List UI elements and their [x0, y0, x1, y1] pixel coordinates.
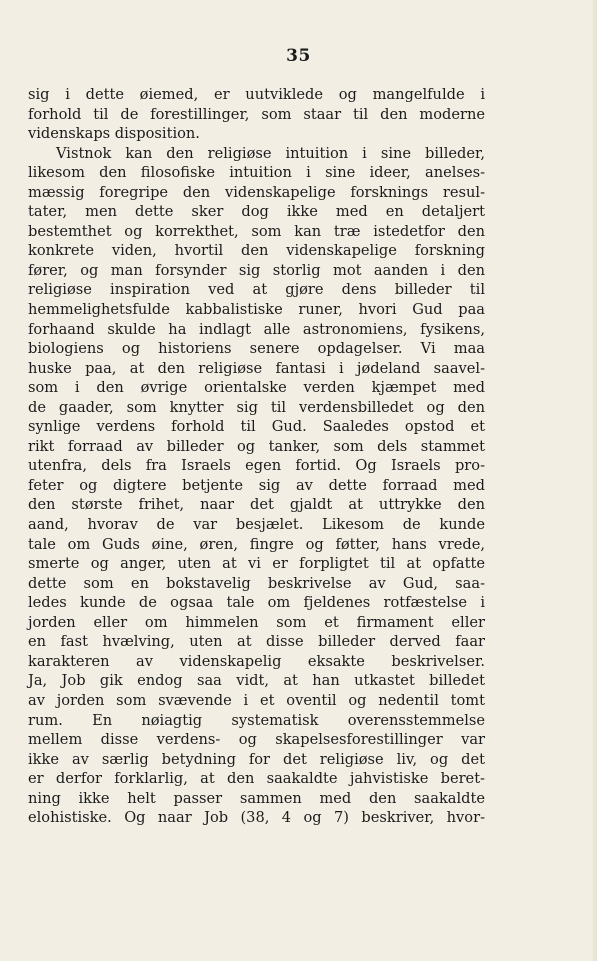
- text-line: tale om Guds øine, øren, fingre og føtter, hans vrede,: [28, 535, 485, 553]
- text-line: aand, hvorav de var besjælet. Likesom de kunde: [28, 516, 485, 534]
- text-line: jorden eller om himmelen som et firmament eller: [28, 613, 485, 631]
- text-line: ledes kunde de ogsaa tale om fjeldenes rotfæstelse i: [28, 594, 485, 612]
- text-line: synlige verdens forhold til Gud. Saaledes opstod et: [28, 418, 485, 436]
- text-line: forhold til de forestillinger, som staar til den moderne: [28, 105, 485, 123]
- text-line: rum. En nøiagtig systematisk overensstemmelse: [28, 711, 485, 729]
- text-line: hemmelighetsfulde kabbalistiske runer, hvori Gud paa: [28, 301, 485, 319]
- text-line: fører, og man forsynder sig storlig mot aanden i den: [28, 261, 485, 279]
- text-line: rikt forraad av billeder og tanker, som dels stammet: [28, 437, 485, 455]
- text-line: de gaader, som knytter sig til verdensbilledet og den: [28, 398, 485, 416]
- text-line: mæssig foregripe den videnskapelige forsknings resul-: [28, 183, 485, 201]
- text-line: videnskaps disposition.: [28, 125, 200, 143]
- text-line: utenfra, dels fra Israels egen fortid. Og Israels pro-: [28, 457, 485, 475]
- text-line: feter og digtere betjente sig av dette forraad med: [28, 476, 485, 494]
- page-edge: [591, 0, 597, 961]
- text-line: konkrete viden, hvortil den videnskapelige forskning: [28, 242, 485, 260]
- text-line: karakteren av videnskapelig eksakte beskrivelser.: [28, 652, 485, 670]
- text-line: dette som en bokstavelig beskrivelse av Gud, saa-: [28, 574, 485, 592]
- text-line: Vistnok kan den religiøse intuition i sine billeder,: [56, 144, 485, 162]
- text-line: den største frihet, naar det gjaldt at uttrykke den: [28, 496, 485, 514]
- text-line: smerte og anger, uten at vi er forpligtet til at opfatte: [28, 555, 485, 573]
- page-number: 35: [286, 46, 311, 66]
- text-line: av jorden som svævende i et oventil og nedentil tomt: [28, 691, 485, 709]
- text-line: elohistiske. Og naar Job (38, 4 og 7) beskriver, hvor-: [28, 809, 485, 827]
- text-line: en fast hvælving, uten at disse billeder derved faar: [28, 633, 485, 651]
- text-line: likesom den filosofiske intuition i sine ideer, anelses-: [28, 164, 485, 182]
- text-line: sig i dette øiemed, er uutviklede og mangelfulde i: [28, 86, 485, 103]
- text-line: religiøse inspiration ved at gjøre dens billeder til: [28, 281, 485, 299]
- body-text: [28, 85, 485, 828]
- text-line: huske paa, at den religiøse fantasi i jødeland saavel-: [28, 359, 485, 377]
- text-line: mellem disse verdens- og skapelsesforestillinger var: [28, 731, 485, 749]
- text-line: ikke av særlig betydning for det religiøse liv, og det: [28, 750, 485, 768]
- text-line: tater, men dette sker dog ikke med en detaljert: [28, 203, 485, 221]
- text-line: som i den øvrige orientalske verden kjæmpet med: [28, 379, 485, 397]
- text-line: forhaand skulde ha indlagt alle astronomiens, fysikens,: [28, 320, 485, 338]
- text-line: er derfor forklarlig, at den saakaldte jahvistiske beret-: [28, 770, 485, 788]
- text-line: Ja, Job gik endog saa vidt, at han utkastet billedet: [28, 672, 485, 690]
- text-line: bestemthet og korrekthet, som kan træ istedetfor den: [28, 222, 485, 240]
- text-line: biologiens og historiens senere opdagelser. Vi maa: [28, 340, 485, 358]
- text-line: ning ikke helt passer sammen med den saakaldte: [28, 789, 485, 807]
